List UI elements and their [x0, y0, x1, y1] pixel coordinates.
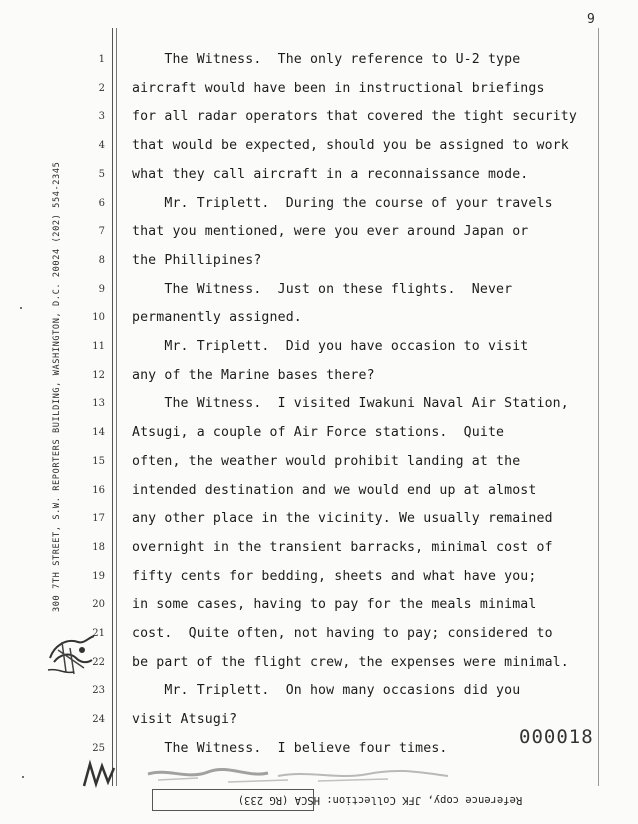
- line-number: 20: [92, 599, 105, 611]
- line-number: 10: [92, 312, 105, 324]
- line-number: 1: [98, 54, 105, 65]
- stray-mark: [22, 776, 24, 778]
- transcript-line: Atsugi, a couple of Air Force stations. Quite: [132, 425, 505, 441]
- line-number: 5: [98, 168, 105, 180]
- scan-mark: [80, 758, 120, 790]
- transcript-line: Mr. Triplett. On how many occasions did you: [132, 683, 521, 699]
- line-number: 25: [92, 742, 105, 754]
- transcript-line: Mr. Triplett. Did you have occasion to visit: [132, 339, 529, 354]
- margin-rule-left-inner: [116, 28, 117, 786]
- stray-mark: [20, 307, 22, 309]
- line-number: 21: [92, 628, 105, 639]
- line-number: 12: [92, 369, 105, 381]
- transcript-line: fifty cents for bedding, sheets and what have you;: [132, 568, 537, 584]
- transcript-line: Mr. Triplett. During the course of your travels: [132, 195, 553, 211]
- transcript-line: that you mentioned, were you ever around Japan or: [132, 224, 529, 240]
- line-number: 7: [98, 226, 105, 238]
- transcript-line: cost. Quite often, not having to pay; considered to: [132, 626, 553, 641]
- line-number: 6: [98, 197, 105, 209]
- transcript-line: overnight in the transient barracks, minimal cost of: [132, 539, 553, 555]
- line-number: 16: [92, 484, 105, 496]
- transcript-line: aircraft would have been in instructional briefings: [132, 80, 545, 96]
- document-number: 000018: [519, 726, 594, 748]
- line-number: 18: [92, 541, 105, 553]
- scan-smudge: [128, 764, 458, 786]
- margin-rule-left: [112, 28, 113, 786]
- line-number: 19: [92, 570, 105, 582]
- transcript-line: The Witness. The only reference to U-2 type: [132, 52, 521, 67]
- transcript-line: for all radar operators that covered the tight security: [132, 109, 577, 125]
- transcript-line: in some cases, having to pay for the meals minimal: [132, 597, 537, 613]
- line-number: 2: [98, 82, 105, 94]
- line-number: 3: [98, 111, 105, 123]
- line-number: 11: [92, 341, 105, 352]
- transcript-line: the Phillipines?: [132, 252, 262, 268]
- transcript-line: often, the weather would prohibit landing at the: [132, 453, 521, 469]
- line-number: 22: [92, 656, 105, 668]
- line-number: 24: [92, 714, 105, 726]
- line-number: 13: [92, 398, 105, 410]
- transcript-body: [132, 52, 597, 762]
- transcript-line: what they call aircraft in a reconnaissance mode.: [132, 166, 529, 182]
- line-number: 4: [98, 140, 105, 152]
- page-number: 9: [587, 12, 595, 27]
- line-number: 17: [92, 513, 105, 525]
- reference-stamp: Reference copy, JFK Collection: HSCA (RG 233): [237, 794, 523, 806]
- transcript-line: The Witness. Just on these flights. Never: [132, 281, 513, 297]
- transcript-line: The Witness. I believe four times.: [132, 740, 448, 756]
- line-number: 14: [92, 427, 105, 439]
- line-number: 15: [92, 455, 105, 467]
- transcript-line: be part of the flight crew, the expenses were minimal.: [132, 654, 569, 670]
- transcript-line: permanently assigned.: [132, 310, 302, 326]
- reporter-address: 300 7TH STREET, S.W. REPORTERS BUILDING, WASHINGTON, D.C. 20024 (202) 554-2345: [52, 161, 62, 612]
- transcript-line: any other place in the vicinity. We usually remained: [132, 511, 553, 527]
- transcript-line: any of the Marine bases there?: [132, 367, 375, 383]
- transcript-line: intended destination and we would end up at almost: [132, 482, 537, 498]
- line-number: 8: [98, 254, 105, 266]
- line-number: 23: [92, 685, 105, 697]
- transcript-line: The Witness. I visited Iwakuni Naval Air Station,: [132, 396, 569, 412]
- line-number: 9: [98, 283, 105, 295]
- transcript-line: that would be expected, should you be assigned to work: [132, 138, 569, 154]
- margin-rule-right: [598, 28, 599, 786]
- transcript-line: visit Atsugi?: [132, 712, 238, 728]
